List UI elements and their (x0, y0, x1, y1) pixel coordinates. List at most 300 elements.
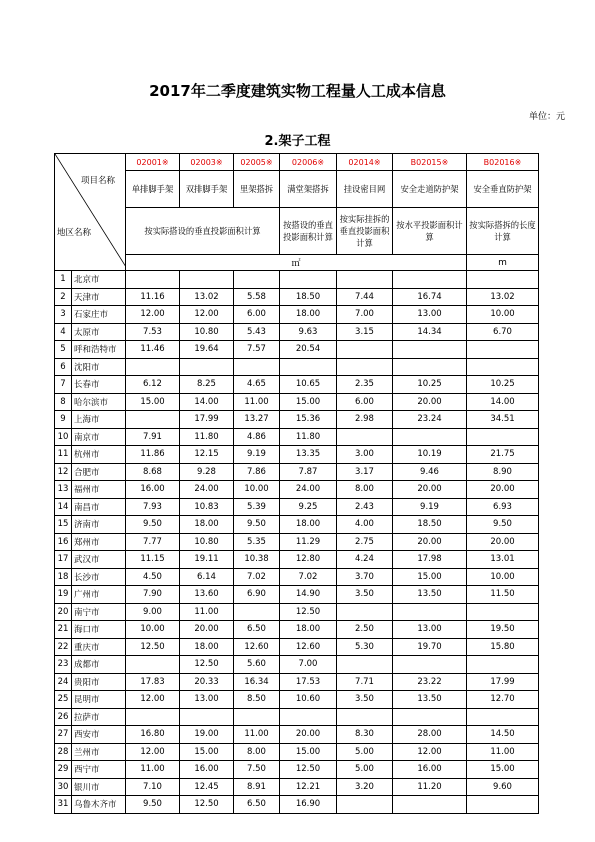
city-name: 重庆市 (72, 638, 126, 656)
table-row (55, 603, 539, 621)
price-cell: 13.02 (467, 288, 539, 306)
price-cell: 10.60 (280, 691, 337, 709)
price-cell: 18.00 (180, 638, 234, 656)
row-index: 7 (55, 376, 72, 394)
item-name: 挂设密目网 (337, 171, 393, 208)
table-row (55, 411, 539, 429)
table-row (55, 516, 539, 534)
price-cell: 15.00 (393, 568, 467, 586)
price-cell: 2.50 (337, 621, 393, 639)
price-cell: 12.70 (467, 691, 539, 709)
row-index: 15 (55, 516, 72, 534)
price-cell: 2.75 (337, 533, 393, 551)
row-index: 18 (55, 568, 72, 586)
row-index: 6 (55, 358, 72, 376)
price-cell: 7.50 (234, 761, 280, 779)
item-name: 双排脚手架 (180, 171, 234, 208)
price-cell: 10.00 (467, 306, 539, 324)
row-index: 31 (55, 796, 72, 814)
city-name: 郑州市 (72, 533, 126, 551)
price-cell: 18.00 (280, 621, 337, 639)
price-cell (393, 603, 467, 621)
price-cell: 12.00 (393, 743, 467, 761)
price-cell (234, 603, 280, 621)
price-cell: 5.00 (337, 761, 393, 779)
price-cell: 13.02 (180, 288, 234, 306)
price-cell: 12.00 (126, 691, 180, 709)
city-name: 石家庄市 (72, 306, 126, 324)
price-cell: 7.10 (126, 778, 180, 796)
price-cell: 11.15 (126, 551, 180, 569)
price-cell (180, 358, 234, 376)
price-cell: 13.50 (393, 691, 467, 709)
city-name: 济南市 (72, 516, 126, 534)
price-cell: 12.00 (126, 306, 180, 324)
city-name: 太原市 (72, 323, 126, 341)
price-cell (180, 271, 234, 289)
price-cell (467, 708, 539, 726)
row-index: 5 (55, 341, 72, 359)
price-cell: 12.50 (180, 796, 234, 814)
price-cell: 8.90 (467, 463, 539, 481)
price-cell: 3.50 (337, 691, 393, 709)
price-cell: 7.77 (126, 533, 180, 551)
row-index: 1 (55, 271, 72, 289)
city-name: 合肥市 (72, 463, 126, 481)
row-index: 19 (55, 586, 72, 604)
row-index: 9 (55, 411, 72, 429)
price-cell: 21.75 (467, 446, 539, 464)
price-cell (126, 656, 180, 674)
price-cell: 2.43 (337, 498, 393, 516)
price-cell (234, 271, 280, 289)
price-cell: 8.50 (234, 691, 280, 709)
price-cell (126, 708, 180, 726)
price-cell: 34.51 (467, 411, 539, 429)
table-row (55, 708, 539, 726)
price-cell (467, 358, 539, 376)
price-cell: 14.00 (180, 393, 234, 411)
price-cell (393, 358, 467, 376)
city-name: 海口市 (72, 621, 126, 639)
price-cell (337, 796, 393, 814)
cost-table (54, 153, 539, 814)
price-cell: 7.87 (280, 463, 337, 481)
header-item-name: 项目名称 (81, 176, 116, 186)
price-cell: 14.50 (467, 726, 539, 744)
price-cell (393, 656, 467, 674)
price-cell: 12.00 (126, 743, 180, 761)
section-title: 2.架子工程 (264, 134, 331, 149)
price-cell: 9.19 (393, 498, 467, 516)
price-cell (393, 428, 467, 446)
price-cell: 10.65 (280, 376, 337, 394)
calc-rule: 按水平投影面积计算 (393, 208, 467, 255)
price-cell: 11.00 (234, 726, 280, 744)
price-cell: 15.36 (280, 411, 337, 429)
city-name: 长沙市 (72, 568, 126, 586)
city-name: 福州市 (72, 481, 126, 499)
price-cell: 16.34 (234, 673, 280, 691)
row-index: 14 (55, 498, 72, 516)
city-name: 成都市 (72, 656, 126, 674)
price-cell: 7.91 (126, 428, 180, 446)
price-cell: 8.00 (337, 481, 393, 499)
item-name: 里架搭拆 (234, 171, 280, 208)
row-index: 12 (55, 463, 72, 481)
price-cell: 9.00 (126, 603, 180, 621)
price-cell: 11.20 (393, 778, 467, 796)
item-code: B02015※ (393, 154, 467, 171)
price-cell (337, 341, 393, 359)
price-cell: 11.16 (126, 288, 180, 306)
item-name: 单排脚手架 (126, 171, 180, 208)
price-cell: 5.35 (234, 533, 280, 551)
row-index: 26 (55, 708, 72, 726)
price-cell (467, 603, 539, 621)
price-cell (393, 341, 467, 359)
price-cell (126, 358, 180, 376)
city-name: 南昌市 (72, 498, 126, 516)
price-cell: 12.00 (180, 306, 234, 324)
row-index: 8 (55, 393, 72, 411)
price-cell: 19.64 (180, 341, 234, 359)
price-cell: 10.00 (234, 481, 280, 499)
table-row (55, 621, 539, 639)
calc-rule: 按实际搭设的垂直投影面积计算 (126, 208, 280, 255)
row-index: 10 (55, 428, 72, 446)
row-index: 29 (55, 761, 72, 779)
price-cell: 23.22 (393, 673, 467, 691)
price-cell: 16.74 (393, 288, 467, 306)
price-cell: 8.68 (126, 463, 180, 481)
price-cell: 7.00 (280, 656, 337, 674)
price-cell: 12.21 (280, 778, 337, 796)
price-cell: 14.34 (393, 323, 467, 341)
price-cell (234, 358, 280, 376)
price-cell (337, 358, 393, 376)
price-cell: 3.70 (337, 568, 393, 586)
row-index: 16 (55, 533, 72, 551)
price-cell: 2.98 (337, 411, 393, 429)
price-cell: 14.00 (467, 393, 539, 411)
price-cell: 13.27 (234, 411, 280, 429)
price-cell: 4.50 (126, 568, 180, 586)
price-cell: 4.65 (234, 376, 280, 394)
price-cell: 8.91 (234, 778, 280, 796)
price-cell: 13.35 (280, 446, 337, 464)
price-cell: 12.80 (280, 551, 337, 569)
price-cell: 6.00 (337, 393, 393, 411)
price-cell: 16.00 (393, 761, 467, 779)
price-cell: 9.28 (180, 463, 234, 481)
city-name: 昆明市 (72, 691, 126, 709)
price-cell: 13.00 (393, 621, 467, 639)
price-cell: 13.01 (467, 551, 539, 569)
price-cell: 17.99 (180, 411, 234, 429)
document-title: 2017年二季度建筑实物工程量人工成本信息 (149, 82, 446, 100)
table-row (55, 271, 539, 289)
price-cell: 7.00 (337, 306, 393, 324)
price-cell: 20.00 (280, 726, 337, 744)
item-code: 02001※ (126, 154, 180, 171)
price-cell: 5.60 (234, 656, 280, 674)
price-cell: 12.50 (126, 638, 180, 656)
item-code: 02014※ (337, 154, 393, 171)
price-cell (126, 271, 180, 289)
price-cell: 11.00 (180, 603, 234, 621)
city-name: 沈阳市 (72, 358, 126, 376)
city-name: 乌鲁木齐市 (72, 796, 126, 814)
price-cell: 11.00 (467, 743, 539, 761)
price-cell (126, 411, 180, 429)
price-cell: 6.93 (467, 498, 539, 516)
city-name: 天津市 (72, 288, 126, 306)
price-cell: 11.29 (280, 533, 337, 551)
unit-length: m (467, 255, 539, 271)
price-cell: 6.90 (234, 586, 280, 604)
item-name: 满堂架搭拆 (280, 171, 337, 208)
row-index: 28 (55, 743, 72, 761)
price-cell: 9.19 (234, 446, 280, 464)
table-row (55, 568, 539, 586)
table-row (55, 323, 539, 341)
row-index: 27 (55, 726, 72, 744)
city-name: 呼和浩特市 (72, 341, 126, 359)
table-row (55, 743, 539, 761)
city-name: 北京市 (72, 271, 126, 289)
price-cell (280, 708, 337, 726)
table-row (55, 288, 539, 306)
price-cell: 11.86 (126, 446, 180, 464)
row-index: 22 (55, 638, 72, 656)
price-cell: 11.00 (234, 393, 280, 411)
price-cell: 9.63 (280, 323, 337, 341)
city-name: 西安市 (72, 726, 126, 744)
price-cell: 5.39 (234, 498, 280, 516)
price-cell: 18.00 (280, 306, 337, 324)
price-cell: 16.80 (126, 726, 180, 744)
price-cell: 5.30 (337, 638, 393, 656)
price-cell: 9.50 (126, 516, 180, 534)
row-index: 3 (55, 306, 72, 324)
price-cell: 9.25 (280, 498, 337, 516)
price-cell: 20.00 (393, 533, 467, 551)
price-cell: 7.86 (234, 463, 280, 481)
price-cell: 11.50 (467, 586, 539, 604)
price-cell: 19.50 (467, 621, 539, 639)
table-row (55, 376, 539, 394)
price-cell: 24.00 (180, 481, 234, 499)
price-cell (337, 603, 393, 621)
price-cell: 7.02 (280, 568, 337, 586)
price-cell: 3.15 (337, 323, 393, 341)
city-name: 银川市 (72, 778, 126, 796)
price-cell: 6.14 (180, 568, 234, 586)
price-cell (393, 271, 467, 289)
row-index: 23 (55, 656, 72, 674)
price-cell: 2.35 (337, 376, 393, 394)
price-cell: 8.25 (180, 376, 234, 394)
row-index: 17 (55, 551, 72, 569)
price-cell (393, 708, 467, 726)
price-cell: 3.17 (337, 463, 393, 481)
price-cell: 10.19 (393, 446, 467, 464)
price-cell: 18.50 (393, 516, 467, 534)
item-code: 02006※ (280, 154, 337, 171)
price-cell: 6.70 (467, 323, 539, 341)
price-cell: 15.80 (467, 638, 539, 656)
price-cell: 3.50 (337, 586, 393, 604)
price-cell: 11.80 (280, 428, 337, 446)
price-cell: 5.00 (337, 743, 393, 761)
price-cell: 13.60 (180, 586, 234, 604)
price-cell: 15.00 (467, 761, 539, 779)
price-cell: 5.58 (234, 288, 280, 306)
city-name: 上海市 (72, 411, 126, 429)
row-index: 25 (55, 691, 72, 709)
city-name: 南宁市 (72, 603, 126, 621)
price-cell: 15.00 (180, 743, 234, 761)
price-cell (337, 656, 393, 674)
price-cell: 9.46 (393, 463, 467, 481)
city-name: 武汉市 (72, 551, 126, 569)
price-cell: 17.99 (467, 673, 539, 691)
price-cell (337, 271, 393, 289)
table-row (55, 498, 539, 516)
price-cell: 20.00 (393, 481, 467, 499)
price-cell: 8.30 (337, 726, 393, 744)
price-cell: 20.00 (393, 393, 467, 411)
price-cell: 10.00 (126, 621, 180, 639)
price-cell (180, 708, 234, 726)
price-cell: 15.00 (126, 393, 180, 411)
price-cell (234, 708, 280, 726)
row-index: 20 (55, 603, 72, 621)
price-cell: 12.60 (234, 638, 280, 656)
price-cell: 18.00 (180, 516, 234, 534)
table-row (55, 481, 539, 499)
city-name: 长春市 (72, 376, 126, 394)
table-row (55, 586, 539, 604)
price-cell: 7.71 (337, 673, 393, 691)
price-cell (393, 796, 467, 814)
table-row (55, 638, 539, 656)
table-row (55, 428, 539, 446)
price-cell: 7.93 (126, 498, 180, 516)
price-cell: 17.98 (393, 551, 467, 569)
header-corner-cell (55, 154, 126, 271)
price-cell (467, 271, 539, 289)
price-cell: 10.25 (467, 376, 539, 394)
price-cell: 23.24 (393, 411, 467, 429)
price-cell: 19.70 (393, 638, 467, 656)
price-cell: 12.60 (280, 638, 337, 656)
price-cell: 15.00 (280, 743, 337, 761)
price-cell (467, 656, 539, 674)
price-cell: 16.00 (180, 761, 234, 779)
row-index: 11 (55, 446, 72, 464)
price-cell: 11.46 (126, 341, 180, 359)
row-index: 2 (55, 288, 72, 306)
table-row (55, 551, 539, 569)
price-cell: 6.00 (234, 306, 280, 324)
price-cell: 3.00 (337, 446, 393, 464)
item-code: 02003※ (180, 154, 234, 171)
city-name: 杭州市 (72, 446, 126, 464)
price-cell: 20.00 (467, 481, 539, 499)
row-index: 21 (55, 621, 72, 639)
price-cell (467, 428, 539, 446)
unit-label: 单位：元 (528, 112, 565, 122)
price-cell: 10.25 (393, 376, 467, 394)
price-cell: 9.60 (467, 778, 539, 796)
calc-rule: 按实际搭拆的长度计算 (467, 208, 539, 255)
price-cell: 12.50 (280, 761, 337, 779)
item-code: B02016※ (467, 154, 539, 171)
price-cell: 17.83 (126, 673, 180, 691)
row-index: 13 (55, 481, 72, 499)
unit-area: ㎡ (126, 255, 467, 271)
price-cell: 15.00 (280, 393, 337, 411)
table-row (55, 533, 539, 551)
item-name: 安全垂直防护架 (467, 171, 539, 208)
price-cell: 7.57 (234, 341, 280, 359)
price-cell (337, 708, 393, 726)
price-cell: 9.50 (467, 516, 539, 534)
price-cell: 7.53 (126, 323, 180, 341)
price-cell: 6.50 (234, 796, 280, 814)
calc-rule: 按搭设的垂直投影面积计算 (280, 208, 337, 255)
city-name: 哈尔滨市 (72, 393, 126, 411)
city-name: 拉萨市 (72, 708, 126, 726)
table-row (55, 726, 539, 744)
price-cell: 10.38 (234, 551, 280, 569)
table-row (55, 463, 539, 481)
price-cell: 20.00 (180, 621, 234, 639)
price-cell: 12.45 (180, 778, 234, 796)
item-name: 安全走道防护架 (393, 171, 467, 208)
row-index: 30 (55, 778, 72, 796)
price-cell: 10.80 (180, 323, 234, 341)
price-cell: 8.00 (234, 743, 280, 761)
table-row (55, 673, 539, 691)
price-cell: 19.11 (180, 551, 234, 569)
header-region-name: 地区名称 (57, 228, 92, 238)
price-cell: 20.00 (467, 533, 539, 551)
price-cell: 6.50 (234, 621, 280, 639)
table-row (55, 778, 539, 796)
price-cell: 20.33 (180, 673, 234, 691)
price-cell (467, 341, 539, 359)
price-cell: 12.50 (280, 603, 337, 621)
row-index: 24 (55, 673, 72, 691)
price-cell: 13.50 (393, 586, 467, 604)
price-cell: 4.24 (337, 551, 393, 569)
price-cell: 12.15 (180, 446, 234, 464)
price-cell: 7.90 (126, 586, 180, 604)
city-name: 南京市 (72, 428, 126, 446)
city-name: 广州市 (72, 586, 126, 604)
price-cell: 13.00 (393, 306, 467, 324)
table-row (55, 691, 539, 709)
price-cell (280, 271, 337, 289)
price-cell: 16.00 (126, 481, 180, 499)
table-row (55, 341, 539, 359)
price-cell: 4.00 (337, 516, 393, 534)
price-cell: 18.50 (280, 288, 337, 306)
city-name: 西宁市 (72, 761, 126, 779)
